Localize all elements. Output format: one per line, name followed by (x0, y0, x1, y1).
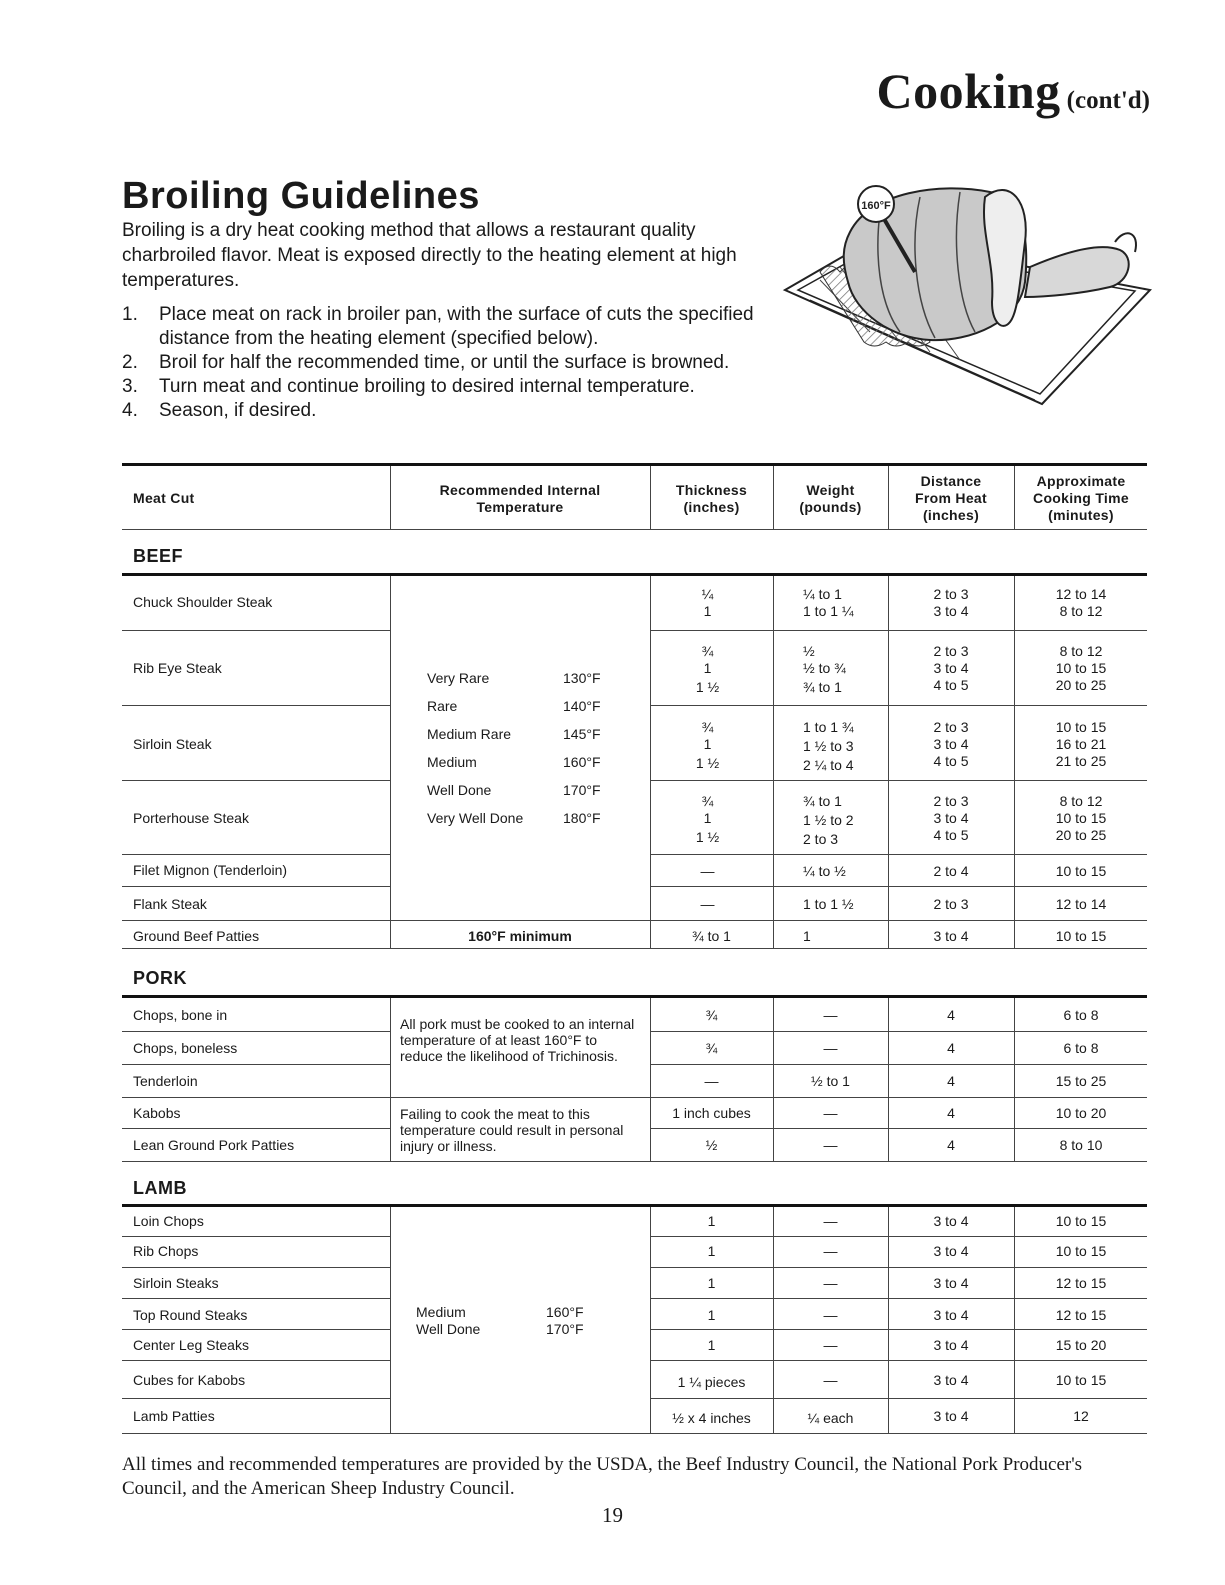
step-item (122, 303, 802, 351)
time-value: 20 to 25 (1055, 677, 1107, 693)
thickness-value: ½ x 4 inches (672, 1410, 751, 1426)
col-meat-cut: Meat Cut (133, 490, 195, 506)
time-value: 15 to 25 (1055, 1073, 1107, 1089)
col-divider (888, 1207, 889, 1433)
time-value: 20 to 25 (1055, 827, 1107, 843)
header-title: Cooking (876, 63, 1061, 119)
row-divider (122, 780, 390, 781)
doneness-temp: 180°F (563, 810, 601, 826)
lamb-doneness-name: Medium (416, 1304, 466, 1320)
distance-value: 3 to 4 (933, 660, 969, 676)
time-value: 15 to 20 (1055, 1337, 1107, 1353)
page-number: 19 (602, 1503, 623, 1527)
col-weight-line2: (pounds) (799, 499, 862, 515)
col-divider (1014, 1207, 1015, 1433)
row-divider (122, 1161, 1147, 1162)
weight-value: ¾ to 1 (803, 793, 842, 809)
row-divider (122, 1398, 390, 1399)
step-text: Broil for half the recommended time, or until the surface is browned. (159, 352, 730, 373)
row-divider (122, 1298, 390, 1299)
distance-value: 4 (947, 1073, 955, 1089)
beef-cut: Porterhouse Steak (133, 810, 249, 826)
distance-value: 3 to 4 (933, 1243, 969, 1259)
weight-value: ½ to 1 (811, 1073, 850, 1089)
step-number: 3. (122, 376, 138, 397)
row-divider (122, 630, 390, 631)
doneness-temp: 170°F (563, 782, 601, 798)
header-divider (888, 466, 889, 529)
weight-value: — (823, 1275, 838, 1291)
weight-value: — (823, 1337, 838, 1353)
weight-value: — (823, 1040, 838, 1056)
doneness-name: Medium (427, 754, 477, 770)
thickness-value: ¾ to 1 (692, 928, 731, 944)
distance-value: 3 to 4 (933, 603, 969, 619)
distance-value: 4 (947, 1007, 955, 1023)
col-divider (390, 576, 391, 948)
weight-value: 2 ¼ to 4 (803, 757, 854, 773)
weight-value: — (823, 1372, 838, 1388)
row-divider (122, 1360, 390, 1361)
time-value: 6 to 8 (1063, 1040, 1099, 1056)
step-text: Place meat on rack in broiler pan, with the surface of cuts the specified distance from the heating element (specified below). (159, 304, 754, 349)
lamb-doneness-name: Well Done (416, 1321, 481, 1337)
col-divider (888, 576, 889, 948)
thickness-value: ¾ (701, 643, 714, 659)
weight-value: ¼ each (807, 1410, 854, 1426)
distance-value: 2 to 4 (933, 863, 969, 879)
weight-value: 1 to 1 ¼ (803, 603, 854, 619)
row-divider (122, 1097, 1147, 1098)
weight-value: 1 ½ to 3 (803, 738, 854, 754)
page-header (877, 62, 1150, 120)
lamb-cut: Loin Chops (133, 1213, 204, 1229)
row-divider (650, 1360, 1147, 1361)
step-item (122, 399, 802, 423)
weight-value: ½ (803, 643, 815, 659)
row-divider (122, 1267, 390, 1268)
weight-value: — (823, 1007, 838, 1023)
doneness-temp: 145°F (563, 726, 601, 742)
time-value: 10 to 15 (1055, 810, 1107, 826)
row-divider (122, 1236, 390, 1237)
distance-value: 2 to 3 (933, 793, 969, 809)
weight-value: ¾ to 1 (803, 679, 842, 695)
distance-value: 2 to 3 (933, 586, 969, 602)
col-time-line1: Approximate (1036, 473, 1126, 489)
doneness-name: Very Rare (427, 670, 490, 686)
row-divider (650, 854, 1147, 855)
time-value: 8 to 10 (1059, 1137, 1103, 1153)
doneness-temp: 130°F (563, 670, 601, 686)
doneness-name: Very Well Done (427, 810, 524, 826)
lamb-doneness-temp: 160°F (546, 1304, 584, 1320)
row-divider (122, 1031, 390, 1032)
distance-value: 3 to 4 (933, 1408, 969, 1424)
pork-cut: Kabobs (133, 1105, 181, 1121)
intro-paragraph: Broiling is a dry heat cooking method that allows a restaurant quality charbroiled flavor. Meat is exposed directly to the heating element at high temperatures. (122, 220, 737, 291)
distance-value: 3 to 4 (933, 928, 969, 944)
table-top-rule (122, 463, 1147, 466)
weight-value: ½ to ¾ (803, 660, 846, 676)
row-divider (650, 1267, 1147, 1268)
step-number: 2. (122, 352, 138, 373)
col-temp-line1: Recommended Internal (439, 482, 601, 498)
step-item (122, 351, 802, 375)
col-thick-line1: Thickness (675, 482, 748, 498)
col-weight-line1: Weight (806, 482, 855, 498)
thickness-value: 1 (707, 1307, 716, 1323)
time-value: 10 to 15 (1055, 1372, 1107, 1388)
lamb-cut: Top Round Steaks (133, 1307, 248, 1323)
thickness-value: ¾ (705, 1007, 718, 1023)
header-divider (650, 466, 651, 529)
thickness-value: 1 inch cubes (672, 1105, 751, 1121)
time-value: 12 to 15 (1055, 1307, 1107, 1323)
time-value: 12 to 14 (1055, 586, 1107, 602)
weight-value: 1 to 1 ½ (803, 896, 854, 912)
col-divider (773, 998, 774, 1161)
pork-note-2: Failing to cook the meat to this temperature could result in personal injury or illness. (400, 1106, 624, 1154)
distance-value: 3 to 4 (933, 736, 969, 752)
row-divider (650, 1064, 1147, 1065)
time-value: 10 to 15 (1055, 660, 1107, 676)
distance-value: 4 to 5 (933, 677, 969, 693)
thermometer-label: 160°F (861, 200, 891, 212)
step-number: 4. (122, 400, 138, 421)
time-value: 12 to 15 (1055, 1275, 1107, 1291)
beef-cut: Rib Eye Steak (133, 660, 222, 676)
row-divider (122, 1433, 1147, 1434)
beef-cut: Filet Mignon (Tenderloin) (133, 862, 288, 878)
time-value: 8 to 12 (1059, 643, 1103, 659)
weight-value: 2 to 3 (803, 831, 839, 847)
lamb-cut: Center Leg Steaks (133, 1337, 249, 1353)
pork-cut: Lean Ground Pork Patties (133, 1137, 295, 1153)
section-pork: PORK (133, 968, 188, 988)
row-divider (122, 886, 390, 887)
lamb-doneness-temp: 170°F (546, 1321, 584, 1337)
time-value: 21 to 25 (1055, 753, 1107, 769)
thickness-value: 1 (707, 1243, 716, 1259)
roast-illustration (780, 172, 1156, 414)
lamb-cut: Cubes for Kabobs (133, 1372, 246, 1388)
distance-value: 3 to 4 (933, 1213, 969, 1229)
col-divider (773, 576, 774, 948)
time-value: 16 to 21 (1055, 736, 1107, 752)
thickness-value: 1 (707, 1213, 716, 1229)
doneness-name: Well Done (427, 782, 492, 798)
thickness-value: ¾ (701, 719, 714, 735)
col-dist-line1: Distance (920, 473, 982, 489)
doneness-name: Medium Rare (427, 726, 512, 742)
row-divider (650, 886, 1147, 887)
col-dist-line3: (inches) (922, 507, 980, 523)
lamb-rule (122, 1204, 1147, 1207)
time-value: 12 to 14 (1055, 896, 1107, 912)
thickness-value: ¼ (701, 586, 714, 602)
pork-cut: Chops, boneless (133, 1040, 238, 1056)
col-time-line3: (minutes) (1048, 507, 1114, 523)
col-divider (773, 1207, 774, 1433)
table-header-rule (122, 529, 1147, 530)
weight-value: 1 to 1 ¾ (803, 719, 854, 735)
row-divider (650, 780, 1147, 781)
thickness-value: 1 (703, 660, 712, 676)
doneness-name: Rare (427, 698, 458, 714)
pork-cut: Chops, bone in (133, 1007, 228, 1023)
weight-value: ¼ to ½ (803, 863, 846, 879)
section-title: Broiling Guidelines (122, 175, 480, 217)
pork-cut: Tenderloin (133, 1073, 198, 1089)
doneness-temp: 160°F (563, 754, 601, 770)
lamb-cut: Rib Chops (133, 1243, 199, 1259)
distance-value: 4 (947, 1105, 955, 1121)
row-divider (122, 1329, 390, 1330)
row-divider (650, 1236, 1147, 1237)
row-divider (122, 948, 1147, 949)
row-divider (650, 1031, 1147, 1032)
thickness-value: — (704, 1073, 719, 1089)
thickness-value: 1 (707, 1337, 716, 1353)
row-divider (650, 1329, 1147, 1330)
distance-value: 3 to 4 (933, 1275, 969, 1291)
row-divider (122, 1064, 390, 1065)
time-value: 10 to 15 (1055, 863, 1107, 879)
section-lamb: LAMB (133, 1178, 187, 1198)
thickness-value: — (700, 863, 715, 879)
weight-value: — (823, 1105, 838, 1121)
col-divider (390, 1207, 391, 1433)
thickness-value: 1 (703, 603, 712, 619)
col-divider (650, 998, 651, 1161)
distance-value: 2 to 3 (933, 643, 969, 659)
beef-rule (122, 573, 1147, 576)
step-number: 1. (122, 304, 138, 325)
step-item (122, 375, 802, 399)
col-divider (390, 998, 391, 1161)
weight-value: 1 ½ to 2 (803, 812, 854, 828)
thickness-value: 1 (707, 1275, 716, 1291)
weight-value: 1 (803, 928, 811, 944)
col-time-line2: Cooking Time (1033, 490, 1129, 506)
time-value: 8 to 12 (1059, 603, 1103, 619)
beef-cut: Ground Beef Patties (133, 928, 260, 944)
header-divider (390, 466, 391, 529)
thickness-value: — (700, 896, 715, 912)
weight-value: — (823, 1137, 838, 1153)
distance-value: 4 (947, 1040, 955, 1056)
col-divider (1014, 576, 1015, 948)
distance-value: 3 to 4 (933, 1307, 969, 1323)
thickness-value: 1 (703, 810, 712, 826)
header-divider (773, 466, 774, 529)
weight-value: — (823, 1243, 838, 1259)
time-value: 10 to 15 (1055, 928, 1107, 944)
col-dist-line2: From Heat (915, 490, 987, 506)
thickness-value: 1 ½ (695, 679, 720, 695)
step-text: Season, if desired. (159, 400, 317, 421)
col-divider (650, 576, 651, 948)
time-value: 6 to 8 (1063, 1007, 1099, 1023)
thickness-value: 1 ¼ pieces (677, 1374, 746, 1390)
time-value: 10 to 20 (1055, 1105, 1107, 1121)
beef-cut: Chuck Shoulder Steak (133, 594, 273, 610)
doneness-temp: 140°F (563, 698, 601, 714)
time-value: 10 to 15 (1055, 1243, 1107, 1259)
row-divider (122, 854, 390, 855)
thickness-value: 1 ½ (695, 755, 720, 771)
section-beef: BEEF (133, 546, 184, 566)
row-divider (650, 1128, 1147, 1129)
row-divider (122, 1128, 390, 1129)
distance-value: 3 to 4 (933, 1372, 969, 1388)
col-divider (888, 998, 889, 1161)
row-divider (650, 1298, 1147, 1299)
weight-value: — (823, 1213, 838, 1229)
lamb-cut: Sirloin Steaks (133, 1275, 219, 1291)
distance-value: 2 to 3 (933, 719, 969, 735)
step-text: Turn meat and continue broiling to desired internal temperature. (159, 376, 695, 397)
weight-value: ¼ to 1 (803, 586, 842, 602)
instruction-steps (122, 303, 802, 423)
row-divider (650, 705, 1147, 706)
row-divider (122, 705, 390, 706)
pork-rule (122, 995, 1147, 998)
weight-value: — (823, 1307, 838, 1323)
beef-cut: Sirloin Steak (133, 736, 212, 752)
time-value: 10 to 15 (1055, 1213, 1107, 1229)
pork-note-1: All pork must be cooked to an internal temperature of at least 160°F to reduce the likelihood of Trichinosis. (400, 1016, 635, 1064)
header-suffix: (cont'd) (1066, 87, 1150, 114)
thickness-value: ½ (705, 1137, 718, 1153)
row-divider (650, 1398, 1147, 1399)
time-value: 8 to 12 (1059, 793, 1103, 809)
row-divider (650, 630, 1147, 631)
distance-value: 3 to 4 (933, 810, 969, 826)
header-divider (1014, 466, 1015, 529)
distance-value: 4 (947, 1137, 955, 1153)
distance-value: 3 to 4 (933, 1337, 969, 1353)
beef-cut: Flank Steak (133, 896, 207, 912)
time-value: 12 (1073, 1408, 1089, 1424)
col-divider (650, 1207, 651, 1433)
thickness-value: ¾ (701, 793, 714, 809)
source-footnote: All times and recommended temperatures are provided by the USDA, the Beef Industry Council, the National Pork Producer's Council, and the American Sheep Industry Council. (122, 1454, 1083, 1499)
distance-value: 4 to 5 (933, 753, 969, 769)
time-value: 10 to 15 (1055, 719, 1107, 735)
col-divider (1014, 998, 1015, 1161)
row-divider (122, 920, 1147, 921)
col-thick-line2: (inches) (683, 499, 740, 515)
thickness-value: ¾ (705, 1040, 718, 1056)
lamb-cut: Lamb Patties (133, 1408, 215, 1424)
thickness-value: 1 (703, 736, 712, 752)
ground-beef-temp: 160°F minimum (468, 928, 572, 944)
distance-value: 2 to 3 (933, 896, 969, 912)
thickness-value: 1 ½ (695, 829, 720, 845)
col-temp-line2: Temperature (476, 499, 564, 515)
distance-value: 4 to 5 (933, 827, 969, 843)
